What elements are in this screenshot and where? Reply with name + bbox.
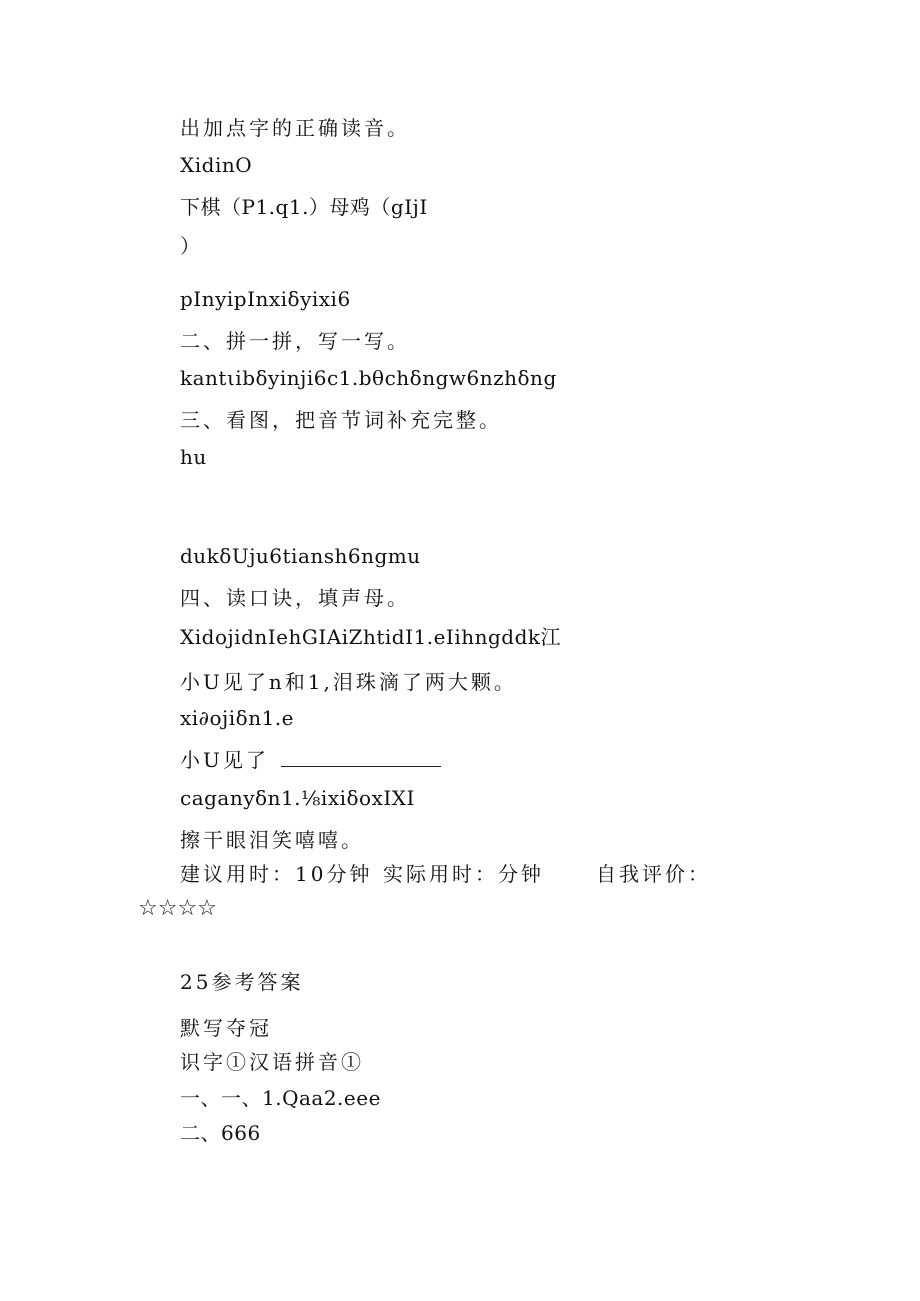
- answers-section-title: 识字①汉语拼音①: [180, 1050, 364, 1074]
- pinyin-line: pInyipInxiδyixi6: [180, 287, 351, 311]
- pinyin-line: caganyδn1.⅛ixiδoxIXI: [180, 786, 415, 810]
- section-heading-four: 四、读口诀，填声母。: [180, 586, 410, 610]
- self-evaluation-label: 自我评价：: [596, 862, 711, 886]
- fill-blank-prefix: 小U见了: [180, 748, 269, 772]
- rhyme-line: 小U见了n和1,泪珠滴了两大颗。: [180, 670, 517, 694]
- fill-blank-line: [180, 748, 441, 772]
- section-heading-two: 二、拼一拼，写一写。: [180, 329, 410, 353]
- actual-time: 实际用时：分钟: [383, 862, 544, 886]
- question-line: 下棋（P1.q1.）母鸡（gIjI: [180, 195, 428, 219]
- rating-stars[interactable]: ☆☆☆☆: [138, 896, 217, 921]
- pinyin-line: xi∂ojiδn1.e: [180, 706, 294, 730]
- pinyin-line: hu: [180, 445, 207, 469]
- rhyme-line: 擦干眼泪笑嘻嘻。: [180, 828, 364, 852]
- answer-line: 一、一、1.Qaa2.eee: [180, 1086, 381, 1110]
- answers-heading: 25参考答案: [180, 970, 304, 994]
- answer-line: 二、666: [180, 1121, 261, 1145]
- answers-subheading: 默写夺冠: [180, 1016, 272, 1040]
- instruction-read-pronunciation: 出加点字的正确读音。: [180, 116, 410, 140]
- answer-blank[interactable]: [281, 748, 441, 767]
- pinyin-line: dukδUju6tiansh6ngmu: [180, 544, 421, 568]
- question-line: ）: [180, 234, 201, 258]
- pinyin-line: XidinO: [180, 153, 253, 177]
- pinyin-line: kantιibδyinji6c1.bθchδngw6nzhδng: [180, 366, 557, 390]
- section-heading-three: 三、看图，把音节词补充完整。: [180, 408, 502, 432]
- pinyin-line: XidojidnIehGIAiZhtidI1.eIihngddk江: [180, 625, 562, 649]
- suggested-time: 建议用时：10分钟: [180, 862, 373, 886]
